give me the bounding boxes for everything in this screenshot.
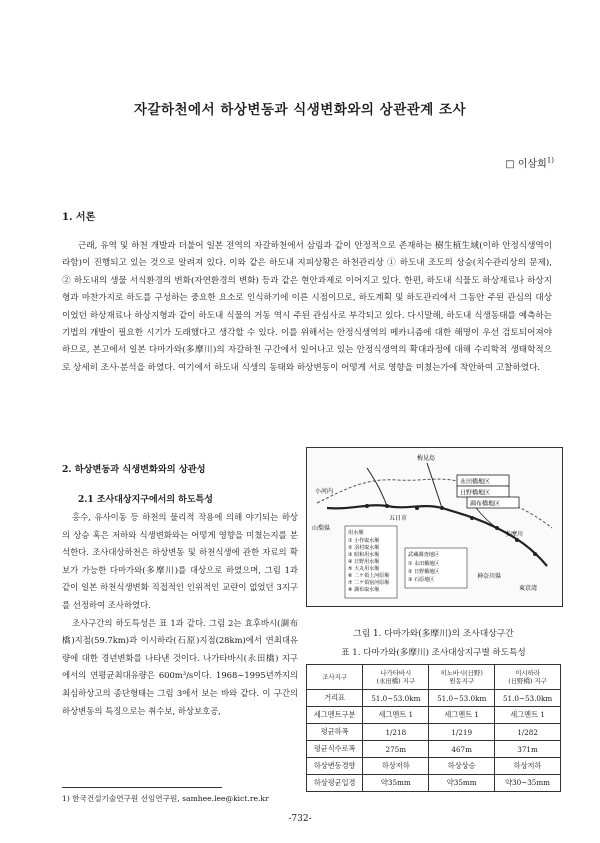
table-cell: 평균식수로폭 xyxy=(307,741,363,758)
legend-1-item: ① 小作取水堰 xyxy=(348,538,380,544)
footnote-divider xyxy=(62,787,222,788)
table-header-row xyxy=(307,665,561,690)
weir-marker xyxy=(385,504,389,508)
section-2-heading: 2. 하상변동과 식생변화와의 상관성 xyxy=(62,464,206,475)
map-region: 山梨県 xyxy=(312,525,331,532)
table-header-cell: 조사지구 xyxy=(307,665,363,690)
table-row xyxy=(307,690,561,707)
table-1 xyxy=(306,664,561,792)
table-cell: 세그멘트 1 xyxy=(495,707,561,724)
map-svg xyxy=(307,448,562,606)
table-cell: 약35mm xyxy=(363,775,429,792)
table-header-cell: 히노바시(日野) 원동지구 xyxy=(429,665,495,690)
weir-marker xyxy=(515,538,519,542)
table-cell: 275m xyxy=(363,741,429,758)
section-2-1-heading: 2.1 조사대상지구에서의 하도특성 xyxy=(78,495,213,505)
figure-1-map xyxy=(306,447,563,607)
section-2-1-para1: 홍수, 유사이동 등 하천의 물리적 작용에 의해 야기되는 하상의 상승 혹은 저하와 식생변화와는 어떻게 영향을 미쳤는지를 분석한다. 조사대상하천은 하상변동 및 하천식생에 관한 자료의 확보가 가능한 다마가와(多摩川)를 대상으로 하였으며, 그림 1과 같이 일본 하천식생변화 직접적인 인위적인 교란이 없었던 3지구를 선정하여 조사하였다. xyxy=(62,512,298,610)
paper-title: 자갈하천에서 하상변동과 식생변화와의 상관관계 조사 xyxy=(133,102,467,118)
table-cell: 세그멘트 1 xyxy=(363,707,429,724)
tributary-line xyxy=(427,463,442,508)
map-place-left: 小河内 xyxy=(315,488,334,495)
table-cell: 1/219 xyxy=(429,724,495,741)
table-cell: 약35mm xyxy=(429,775,495,792)
table-cell: 하상저하 xyxy=(363,758,429,775)
table-cell: 거리표 xyxy=(307,690,363,707)
map-place-top: 梅見島 xyxy=(417,455,436,462)
table-cell: 약30~35mm xyxy=(495,775,561,792)
table-cell: 하상저하 xyxy=(495,758,561,775)
map-place-right1: 多摩川 xyxy=(505,531,524,538)
table-cell: 하상평균입경 xyxy=(307,775,363,792)
table-cell: 하상상승 xyxy=(429,758,495,775)
author-name: □ 이삼희 xyxy=(505,159,547,170)
intro-text: 근래, 유역 및 하천 개발과 더불어 일본 전역의 자갈하천에서 삼림과 같이 안정적으로 존재하는 樹生植生域(이하 안정식생역이라함)이 진행되고 있는 것으로 알려져 있다. 이와 같은 하도내 지피상황은 하천관리상 ① 하도내 조도의 상승(치수관리상의 문제), ② 하도내의 생물 서식환경의 변화(자연환경의 변화) 등과 같은 현안과제로 이어지고 있다. 한편, 하도내 식물도 하상재료나 하상지형과 마찬가지로 하도를 구성하는 중요한 요소로 인식하기에 이른 시점이므로, 하도계획 및 하도관리에서 그동안 주된 관심의 대상이었던 하상재료나 하상지형과 같이 하도내 식물의 거동 역시 주된 관심사로 부각되고 있다. 다시말해, 하도내 식생동태를 예측하는 기법의 개발이 필요한 시기가 도래했다고 생각할 수 있다. 이를 위해서는 안정식생역의 메카니즘에 대한 해명이 우선 검토되어져야 하므로, 본고에서 일본 다마가와(多摩川)의 자갈하천 구간에서 일어나고 있는 안정식생역의 확대과정에 대해 수리학적 생태학적으로 상세히 조사·분석을 하였다. 여기에서 하도내 식생의 동태와 하상변동이 어떻게 서로 영향을 미쳤는가에 착안하여 고찰하였다. xyxy=(62,241,552,373)
survey-box-2-label: 日野橋地区 xyxy=(460,489,491,497)
legend-1-item: ⑧ 調布取水堰 xyxy=(348,587,380,593)
table-cell: 51.0~53.0km xyxy=(363,690,429,707)
tributary-line xyxy=(367,468,387,506)
table-row xyxy=(307,758,561,775)
legend-1-item: ② 羽村取水堰 xyxy=(348,545,380,551)
table-header-cell: 나가타바시 (永田橋) 지구 xyxy=(363,665,429,690)
weir-marker xyxy=(365,504,369,508)
table-cell: 세그멘트구분 xyxy=(307,707,363,724)
table-cell: 하상변동경향 xyxy=(307,758,363,775)
legend-1-item: ③ 昭和用水堰 xyxy=(348,552,380,558)
weir-marker xyxy=(415,506,419,510)
table-row xyxy=(307,741,561,758)
survey-box-1-label: 永田橋地区 xyxy=(460,478,491,486)
map-place-bottom: 神奈川県 xyxy=(477,573,502,580)
legend-1-title: 用水堰 xyxy=(348,530,364,536)
table-cell: 467m xyxy=(429,741,495,758)
table-cell: 평균하폭 xyxy=(307,724,363,741)
legend-1-item: ⑦ 二ケ領宿河原堰 xyxy=(348,580,390,586)
section-1-heading: 1. 서론 xyxy=(62,212,96,223)
table-row xyxy=(307,724,561,741)
table-cell: 1/282 xyxy=(495,724,561,741)
weir-marker xyxy=(495,526,499,530)
legend-1-item: ④ 日野用水堰 xyxy=(348,559,380,565)
page-number: -732- xyxy=(288,814,312,824)
section-2-1-body xyxy=(62,509,298,720)
map-place-right2: 東京湾 xyxy=(519,585,538,592)
figure-1-caption: 그림 1. 다마가와(多摩川)의 조사대상구간 xyxy=(353,629,514,639)
table-cell: 51.0~53.0km xyxy=(429,690,495,707)
table-header-cell: 이시하라 (日野橋) 지구 xyxy=(495,665,561,690)
table-1-caption: 표 1. 다마가와(多摩川) 조사대상지구별 하도특성 xyxy=(341,648,526,658)
table-cell: 51.0~53.0km xyxy=(495,690,561,707)
weir-marker xyxy=(533,552,537,556)
survey-box-3-label: 調布橋地区 xyxy=(470,500,501,508)
legend-2-item: ② 日野橋地区 xyxy=(408,569,440,575)
intro-paragraph xyxy=(62,238,552,377)
map-place-mid: 五日市 xyxy=(389,515,408,522)
legend-2-title: 武蔵調査地区 xyxy=(408,552,440,558)
legend-2-item: ① 永田橋地区 xyxy=(408,561,440,567)
author xyxy=(505,155,554,170)
table-cell: 1/218 xyxy=(363,724,429,741)
table-row xyxy=(307,775,561,792)
section-2-1-para2: 조사구간의 하도특성은 표 1과 같다. 그림 2는 효후바시(調布橋)지점(59.7km)과 이시하라(石原)지점(28km)에서 연최대유량에 대한 경년변화를 나타낸 것이다. 나가타바시(永田橋) 지구에서의 연평균최대유량은 600m³/s이다. 1968~1995년까지의 최심하상고의 종단형태는 그림 3에서 보는 바와 같다. 이 구간의 하상변동의 특징으로는 취수보, 하상보호공, xyxy=(62,617,298,716)
table-cell: 세그멘트 1 xyxy=(429,707,495,724)
weir-marker xyxy=(440,506,444,510)
legend-1-item: ⑤ 大丸用水堰 xyxy=(348,566,380,572)
table-cell: 371m xyxy=(495,741,561,758)
weir-marker xyxy=(470,516,474,520)
footnote: 1) 한국건설기술연구원 선임연구원, samhee.lee@kict.re.kr xyxy=(62,794,269,803)
table-row xyxy=(307,707,561,724)
legend-1-item: ⑥ 二ケ領上河原堰 xyxy=(348,573,390,579)
author-footnote-mark: 1) xyxy=(546,156,554,165)
legend-2-item: ③ 石原地区 xyxy=(408,577,435,583)
